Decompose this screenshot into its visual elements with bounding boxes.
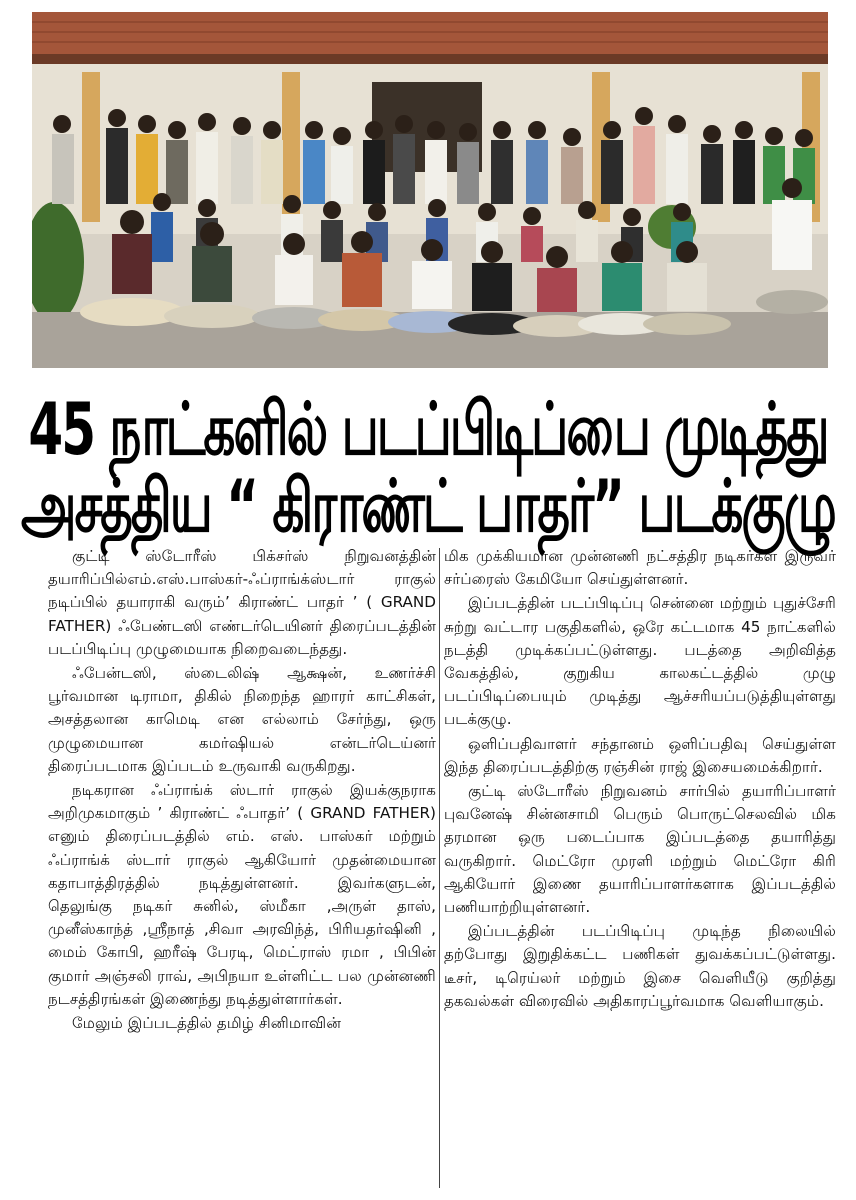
article-column-left: [48, 545, 436, 1036]
article-paragraph: ஃபேன்டஸி, ஸ்டைலிஷ் ஆக்ஷன், உணர்ச்சி பூர்வமான டிராமா, திகில் நிறைந்த ஹாரர் காட்சிகள், அசத்தலான காமெடி என எல்லாம் சேர்ந்து, ஒரு முழுமையான கமர்ஷியல் என்டர்டெய்னர் திரைப்படமாக இப்படம் உருவாகி வருகிறது.: [48, 664, 436, 775]
article-paragraph: குட்டி ஸ்டோரீஸ் நிறுவனம் சார்பில் தயாரிப்பாளர் புவனேஷ் சின்னசாமி பெரும் பொருட்செலவில் மிக தரமான ஒரு படைப்பாக இப்படத்தை தயாரித்து வருகிறார். மெட்ரோ முரளி மற்றும் மெட்ரோ கிரி ஆகியோர் இணை தயாரிப்பாளர்களாக இப்படத்தில் பணியாற்றியுள்ளனர்.: [444, 782, 836, 917]
article-paragraph: குட்டி ஸ்டோரீஸ் பிக்சர்ஸ் நிறுவனத்தின் தயாரிப்பில்எம்.எஸ்.பாஸ்கர்-ஃப்ராங்க்ஸ்டார் ராகுல் நடிப்பில் தயாராகி வரும்’ கிராண்ட் பாதர் ’ ( GRAND FATHER) ஃபேண்டஸி எண்டர்டெயினர் திரைப்படத்தின் படப்பிடிப்பு முழுமையாக நிறைவடைந்தது.: [48, 547, 436, 658]
article-paragraph: நடிகரான ஃப்ராங்க் ஸ்டார் ராகுல் இயக்குநராக அறிமுகமாகும் ’ கிராண்ட் ஃபாதர்’ ( GRAND FATHER) எனும் திரைப்படத்தில் எம். எஸ். பாஸ்கர் மற்றும் ஃப்ராங்க் ஸ்டார் ராகுல் ஆகியோர் முதன்மையான கதாபாத்திரத்தில் நடித்துள்ளனர். இவர்களுடன், தெலுங்கு நடிகர் சுனில், ஸ்மீகா ,அருள் தாஸ், முனீஸ்காந்த் ,ஸ்ரீநாத் ,சிவா அரவிந்த், பிரியதர்ஷினி , மைம் கோபி, ஹரீஷ் பேரடி, மெட்ராஸ் ரமா , பிபின் குமார் அஞ்சலி ராவ், அபிநயா உள்ளிட்ட பல முன்னணி நடசத்திரங்கள் இணைந்து நடித்துள்ளார்கள்.: [48, 781, 436, 1008]
article-paragraph: மேலும் இப்படத்தில் தமிழ் சினிமாவின்: [72, 1014, 342, 1033]
article-paragraph: ஒளிப்பதிவாளர் சந்தானம் ஒளிப்பதிவு செய்துள்ள இந்த திரைப்படத்திற்கு ரஞ்சின் ராஜ் இசையமைக்கிறார்.: [444, 734, 836, 776]
article-column-right: [444, 545, 836, 1014]
column-divider: [439, 548, 440, 1188]
headline-line-2: அசத்திய “ கிராண்ட் பாதர்” படக்குழு: [21, 464, 835, 549]
article-paragraph: மிக முக்கியமான முன்னணி நட்சத்திர நடிகர்கள் இருவர் சர்ப்ரைஸ் கேமியோ செய்துள்ளனர்.: [444, 547, 836, 589]
headline-line-1: 45 நாட்களில் படப்பிடிப்பை முடித்து: [28, 387, 828, 472]
group-photo: [32, 12, 828, 368]
article-paragraph: இப்படத்தின் படப்பிடிப்பு சென்னை மற்றும் புதுச்சேரி சுற்று வட்டார பகுதிகளில், ஒரே கட்டமாக 45 நாட்களில் நடத்தி முடிக்கப்பட்டுள்ளது. படத்தை அறிவித்த வேகத்தில், குறுகிய காலகட்டத்தில் முழு படப்பிடிப்பையும் முடித்து ஆச்சரியப்படுத்தியுள்ளது படக்குழு.: [444, 594, 836, 729]
article-paragraph: இப்படத்தின் படப்பிடிப்பு முடிந்த நிலையில் தற்போது இறுதிக்கட்ட பணிகள் துவக்கப்பட்டுள்ளது. டீசர், டிரெய்லர் மற்றும் இசை வெளியீடு குறித்து தகவல்கள் விரைவில் அதிகாரப்பூர்வமாக வெளியாகும்.: [444, 922, 836, 1010]
